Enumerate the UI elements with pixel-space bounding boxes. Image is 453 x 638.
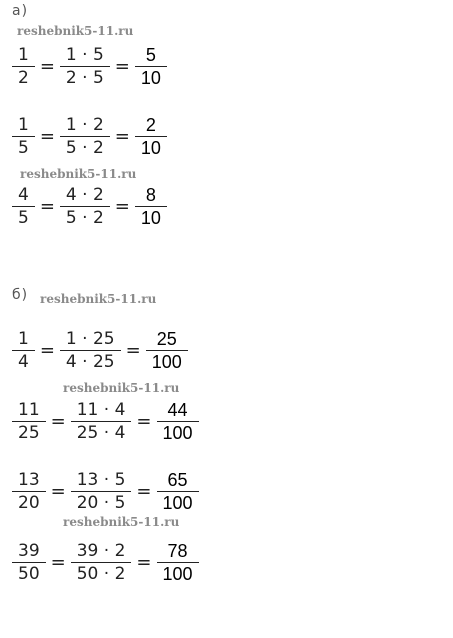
- equals-sign: =: [114, 55, 130, 77]
- denominator: 25: [18, 422, 40, 443]
- numerator: 2: [145, 114, 156, 135]
- numerator: 11: [18, 399, 40, 420]
- fraction-original: [12, 469, 46, 514]
- denominator: 50: [18, 563, 40, 584]
- fraction-original: [12, 44, 35, 89]
- equation-a3: [10, 176, 169, 236]
- watermark: reshebnik5-11.ru: [63, 381, 180, 395]
- denominator: 100: [162, 492, 193, 513]
- equals-sign: =: [39, 55, 55, 77]
- denominator: 10: [140, 67, 161, 88]
- numerator: 1: [18, 44, 29, 65]
- watermark: reshebnik5-11.ru: [20, 167, 137, 181]
- numerator: 4: [18, 184, 29, 205]
- equals-sign: =: [50, 480, 66, 502]
- denominator: 25 · 4: [76, 422, 126, 443]
- numerator: 8: [145, 184, 156, 205]
- equals-sign: =: [136, 410, 152, 432]
- equation-b1: [10, 320, 190, 380]
- numerator: 65: [167, 469, 188, 490]
- denominator: 100: [162, 422, 193, 443]
- fraction-original: [12, 184, 35, 229]
- fraction-original: [12, 540, 46, 585]
- numerator: 4 · 2: [65, 184, 104, 205]
- watermark: reshebnik5-11.ru: [17, 24, 134, 38]
- fraction-result: [157, 469, 199, 514]
- denominator: 2 · 5: [65, 67, 104, 88]
- fraction-expanded: [60, 44, 110, 89]
- denominator: 5 · 2: [65, 207, 104, 228]
- numerator: 13: [18, 469, 40, 490]
- equals-sign: =: [39, 195, 55, 217]
- fraction-expanded: [71, 540, 132, 585]
- equals-sign: =: [39, 339, 55, 361]
- numerator: 1 · 2: [65, 114, 104, 135]
- denominator: 5: [18, 207, 29, 228]
- fraction-expanded: [60, 114, 110, 159]
- section-a-label: а): [12, 3, 29, 19]
- denominator: 4 · 25: [65, 351, 115, 372]
- fraction-expanded: [60, 328, 121, 373]
- equation-a2: [10, 106, 169, 166]
- fraction-result: [135, 114, 167, 159]
- equals-sign: =: [50, 410, 66, 432]
- numerator: 39 · 2: [76, 540, 126, 561]
- watermark: reshebnik5-11.ru: [63, 515, 180, 529]
- numerator: 1: [18, 114, 29, 135]
- numerator: 11 · 4: [76, 399, 126, 420]
- denominator: 20: [18, 492, 40, 513]
- denominator: 10: [140, 137, 161, 158]
- numerator: 78: [167, 540, 188, 561]
- equation-b2: [10, 391, 201, 451]
- fraction-original: [12, 114, 35, 159]
- denominator: 4: [18, 351, 29, 372]
- fraction-original: [12, 399, 46, 444]
- fraction-result: [157, 540, 199, 585]
- equals-sign: =: [39, 125, 55, 147]
- fraction-expanded: [71, 469, 132, 514]
- equation-b3: [10, 461, 201, 521]
- denominator: 100: [162, 563, 193, 584]
- equals-sign: =: [136, 480, 152, 502]
- numerator: 5: [145, 44, 156, 65]
- equals-sign: =: [136, 551, 152, 573]
- numerator: 44: [167, 399, 188, 420]
- watermark: reshebnik5-11.ru: [40, 292, 157, 306]
- numerator: 39: [18, 540, 40, 561]
- fraction-original: [12, 328, 35, 373]
- numerator: 1 · 5: [65, 44, 104, 65]
- section-b-label: б): [12, 287, 29, 303]
- denominator: 20 · 5: [76, 492, 126, 513]
- equation-b4: [10, 532, 201, 592]
- equals-sign: =: [125, 339, 141, 361]
- numerator: 1: [18, 328, 29, 349]
- denominator: 5 · 2: [65, 137, 104, 158]
- fraction-result: [135, 184, 167, 229]
- equals-sign: =: [50, 551, 66, 573]
- fraction-expanded: [71, 399, 132, 444]
- equation-a1: [10, 36, 169, 96]
- denominator: 5: [18, 137, 29, 158]
- equals-sign: =: [114, 125, 130, 147]
- numerator: 13 · 5: [76, 469, 126, 490]
- denominator: 2: [18, 67, 29, 88]
- denominator: 10: [140, 207, 161, 228]
- numerator: 25: [156, 328, 177, 349]
- numerator: 1 · 25: [65, 328, 115, 349]
- denominator: 100: [151, 351, 182, 372]
- fraction-result: [157, 399, 199, 444]
- denominator: 50 · 2: [76, 563, 126, 584]
- equals-sign: =: [114, 195, 130, 217]
- fraction-result: [135, 44, 167, 89]
- fraction-result: [146, 328, 188, 373]
- fraction-expanded: [60, 184, 110, 229]
